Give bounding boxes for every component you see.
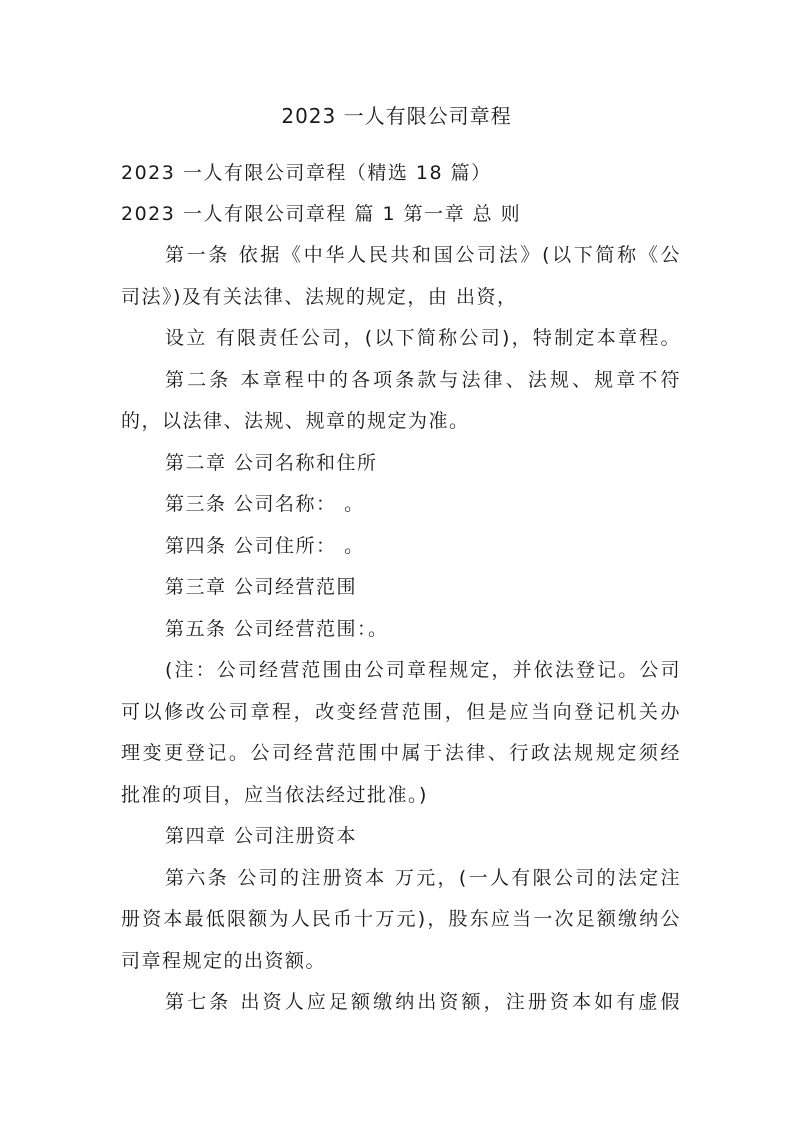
paragraph-line: 第六条 公司的注册资本 万元，(一人有限公司的法定注 bbox=[165, 867, 681, 889]
chapter-heading: 第三章 公司经营范围 bbox=[165, 576, 358, 598]
note-line: 批准的项目，应当依法经过批准。) bbox=[121, 784, 428, 806]
article-line: 第五条 公司经营范围：。 bbox=[165, 618, 389, 640]
subtitle-line: 2023 一人有限公司章程（精选 18 篇） bbox=[121, 162, 492, 184]
paragraph-line: 司章程规定的出资额。 bbox=[121, 950, 327, 972]
chapter-heading: 第二章 公司名称和住所 bbox=[165, 452, 378, 474]
paragraph-line: 设立 有限责任公司，(以下简称公司)，特制定本章程。 bbox=[165, 327, 681, 349]
paragraph-line: 册资本最低限额为人民币十万元)，股东应当一次足额缴纳公 bbox=[121, 908, 681, 930]
article-line: 第三条 公司名称： 。 bbox=[165, 493, 365, 515]
note-line: 可以修改公司章程，改变经营范围，但是应当向登记机关办 bbox=[121, 701, 681, 723]
chapter-heading-line: 2023 一人有限公司章程 篇 1 第一章 总 则 bbox=[121, 203, 522, 225]
paragraph-line: 第七条 出资人应足额缴纳出资额，注册资本如有虚假 bbox=[165, 991, 681, 1013]
paragraph-line: 的，以法律、法规、规章的规定为准。 bbox=[121, 410, 470, 432]
paragraph-line: 第二条 本章程中的各项条款与法律、法规、规章不符 bbox=[165, 369, 681, 391]
paragraph-line: 司法》)及有关法律、法规的规定，由 出资， bbox=[121, 286, 518, 308]
paragraph-line: 第一条 依据《中华人民共和国公司法》(以下简称《公 bbox=[165, 244, 681, 266]
note-line: (注：公司经营范围由公司章程规定，并依法登记。公司 bbox=[165, 659, 681, 681]
document-title: 2023 一人有限公司章程 bbox=[281, 104, 512, 128]
chapter-heading: 第四章 公司注册资本 bbox=[165, 825, 358, 847]
article-line: 第四条 公司住所： 。 bbox=[165, 535, 365, 557]
note-line: 理变更登记。公司经营范围中属于法律、行政法规规定须经 bbox=[121, 742, 681, 764]
